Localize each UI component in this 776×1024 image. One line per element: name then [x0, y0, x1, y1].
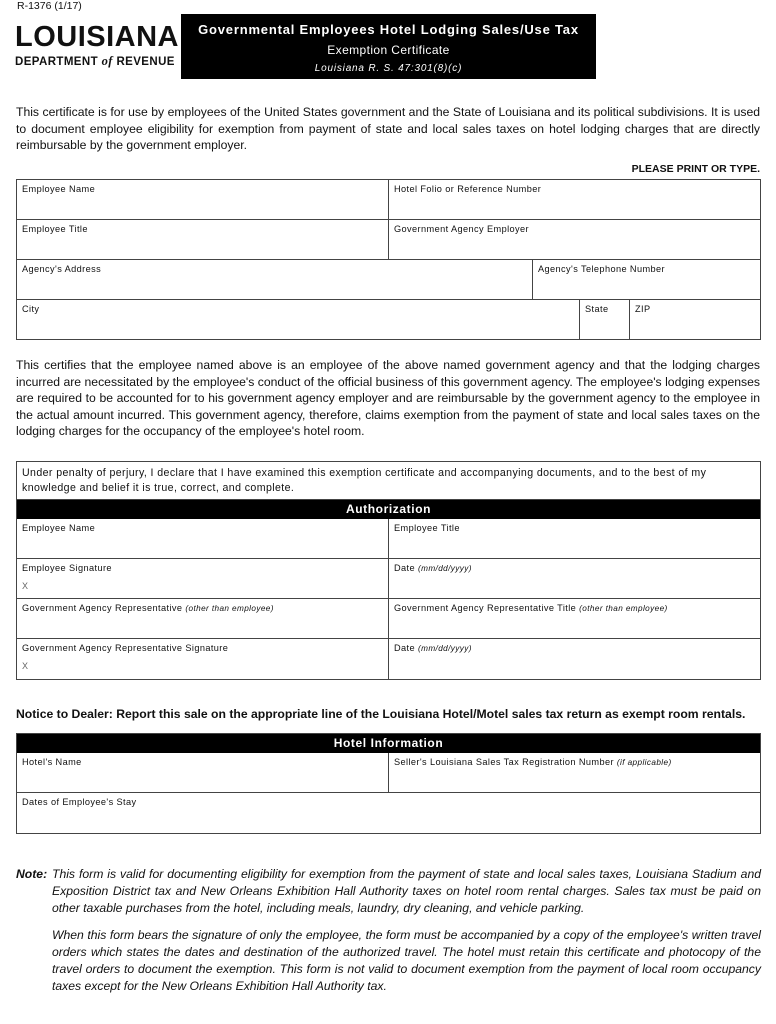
- employee-title-field[interactable]: Employee Title: [17, 220, 389, 259]
- form-title-box: [181, 14, 596, 79]
- perjury-declaration: Under penalty of perjury, I declare that I have examined this exemption certificate and accompanying documents, and to the best of my knowledge and belief it is true, correct, and complete.: [17, 462, 760, 500]
- authorization-grid: [16, 461, 761, 680]
- zip-field[interactable]: ZIP: [635, 304, 651, 314]
- authorization-header: Authorization: [17, 500, 760, 519]
- employee-date-field[interactable]: Date (mm/dd/yyyy): [394, 563, 472, 573]
- louisiana-revenue-logo: [15, 22, 180, 69]
- employee-signature-field[interactable]: Employee Signature X: [17, 559, 389, 598]
- agency-rep-field[interactable]: Government Agency Representative (other than employee): [17, 599, 389, 638]
- note-paragraph-2: When this form bears the signature of only the employee, the form must be accompanied by a copy of the employee's written travel orders which states the dates and destination of the authorized travel. The hotel must retain this certificate and photocopy of the travel orders to document the exemption. This form is not valid to document exemption from the payment of local room occupancy taxes except for the New Orleans Exhibition Hall Authority tax.: [52, 928, 761, 993]
- note-section: [16, 866, 761, 995]
- state-field[interactable]: State: [580, 300, 630, 339]
- form-code: R-1376 (1/17): [17, 0, 82, 12]
- agency-address-field[interactable]: Agency's Address: [17, 260, 533, 299]
- logo-sub-text: DEPARTMENT of REVENUE: [15, 54, 175, 68]
- employee-info-grid: [16, 179, 761, 340]
- certification-paragraph: This certifies that the employee named above is an employee of the above named government agency and that the lodging charges incurred are necessitated by the employee's conduct of the official business of this government agency. The employee's lodging expenses are required to be accounted for to his government agency employer and are reimbursable by the government agency to the employee in the actual amount incurred. This government agency, therefore, claims exemption from the payment of state and local sales taxes on the lodging charges for the occupancy of the employee's hotel room.: [16, 358, 760, 438]
- hotel-info-header: Hotel Information: [17, 734, 760, 753]
- auth-employee-name-field[interactable]: Employee Name: [17, 519, 389, 558]
- auth-employee-title-field[interactable]: Employee Title: [394, 523, 460, 533]
- agency-rep-signature-field[interactable]: Government Agency Representative Signature X: [17, 639, 389, 679]
- signature-x-mark: X: [22, 661, 29, 671]
- dealer-notice: Notice to Dealer: Report this sale on the appropriate line of the Louisiana Hotel/Motel sales tax return as exempt room rentals.: [16, 707, 746, 721]
- rep-date-field[interactable]: Date (mm/dd/yyyy): [394, 643, 472, 653]
- hotel-name-field[interactable]: Hotel's Name: [17, 753, 389, 792]
- agency-employer-field[interactable]: Government Agency Employer: [394, 224, 530, 234]
- intro-paragraph: This certificate is for use by employees of the United States government and the State of Louisiana and its political subdivisions. It is used to document employee eligibility for exemption from payment of state and local sales taxes on hotel lodging charges that are directly reimbursable by the government employer.: [16, 105, 760, 152]
- note-label: Note:: [16, 867, 48, 881]
- seller-registration-field[interactable]: Seller's Louisiana Sales Tax Registration Number (if applicable): [394, 757, 672, 767]
- logo-main-text: LOUISIANA: [15, 21, 179, 53]
- note-paragraph-1: This form is valid for documenting eligibility for exemption from the payment of state and local sales taxes, Louisiana Stadium and Exposition District tax and New Orleans Exhibition Hall Authority taxes on hotel room rental charges. Sales tax must be paid on other taxable purchases from the hotel, including meals, laundry, dry cleaning, and vehicle parking.: [52, 867, 761, 915]
- signature-x-mark: X: [22, 581, 29, 591]
- hotel-info-grid: [16, 733, 761, 834]
- employee-name-field[interactable]: Employee Name: [17, 180, 389, 219]
- print-instruction: PLEASE PRINT OR TYPE.: [631, 163, 760, 175]
- agency-phone-field[interactable]: Agency's Telephone Number: [538, 264, 666, 274]
- dates-of-stay-field[interactable]: Dates of Employee's Stay: [22, 797, 137, 807]
- hotel-folio-field[interactable]: Hotel Folio or Reference Number: [394, 184, 542, 194]
- form-subtitle: Exemption Certificate: [327, 43, 450, 57]
- city-field[interactable]: City: [17, 300, 580, 339]
- form-title: Governmental Employees Hotel Lodging Sales/Use Tax: [198, 22, 579, 37]
- statute-reference: Louisiana R. S. 47:301(8)(c): [314, 63, 463, 74]
- agency-rep-title-field[interactable]: Government Agency Representative Title (other than employee): [394, 603, 668, 613]
